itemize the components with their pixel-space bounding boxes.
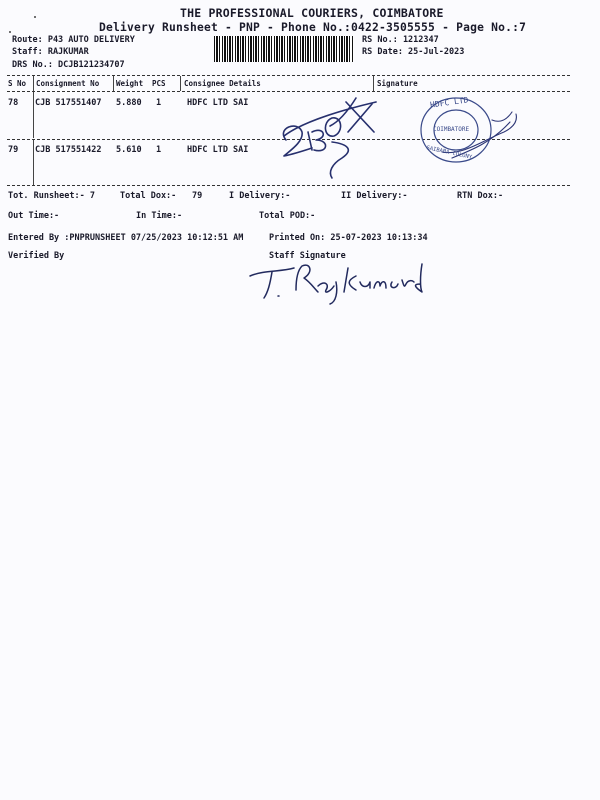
stamp-center-text: COIMBATORE	[433, 126, 470, 133]
company-title: THE PROFESSIONAL COURIERS, COIMBATORE	[180, 6, 444, 20]
row-sno: 79	[8, 145, 19, 155]
col-divider	[33, 92, 34, 138]
col-divider	[180, 76, 181, 91]
stamp-top-text: HDFC LTD	[429, 95, 469, 110]
row-weight: 5.610	[116, 145, 142, 155]
ii-delivery: II Delivery:-	[341, 191, 408, 201]
printed-on: Printed On: 25-07-2023 10:13:34	[269, 233, 428, 243]
route-label: Route: P43 AUTO DELIVERY	[12, 35, 135, 45]
drs-number: DRS No.: DCJB121234707	[12, 60, 125, 70]
row-consignee: HDFC LTD SAI	[187, 98, 249, 108]
col-divider	[33, 76, 34, 91]
verified-by: Verified By	[8, 251, 65, 261]
scan-speck	[34, 16, 36, 18]
col-sno: S No	[8, 79, 27, 88]
total-runsheet: Tot. Runsheet:- 7	[8, 191, 95, 201]
stamp-bottom-text: SAIBABA COLONY	[425, 145, 473, 161]
col-pcs: PCS	[152, 79, 166, 88]
row-pcs: 1	[156, 145, 162, 155]
col-consignment: Consignment No	[36, 79, 100, 88]
row-sno: 78	[8, 98, 19, 108]
col-divider	[33, 140, 34, 185]
rtn-dox: RTN Dox:-	[457, 191, 504, 201]
row-consignment: CJB 517551422	[35, 145, 102, 155]
col-divider	[373, 76, 374, 91]
staff-signature	[244, 258, 434, 306]
in-time: In Time:-	[136, 211, 183, 221]
barcode	[214, 36, 354, 62]
i-delivery: I Delivery:-	[229, 191, 291, 201]
rs-number: RS No.: 1212347	[362, 35, 439, 45]
runsheet-subtitle: Delivery Runsheet - PNP - Phone No.:0422-3505555 - Page No.:7	[99, 21, 527, 34]
col-signature: Signature	[377, 79, 418, 88]
row-weight: 5.880	[116, 98, 142, 108]
total-pod: Total POD:-	[259, 211, 316, 221]
staff-signature-label: Staff Signature	[269, 251, 346, 261]
table-top-rule	[7, 75, 570, 76]
out-time: Out Time:-	[8, 211, 60, 221]
handwritten-box-note	[272, 92, 392, 187]
row-pcs: 1	[156, 98, 162, 108]
rs-date: RS Date: 25-Jul-2023	[362, 47, 465, 57]
entered-by: Entered By :PNPRUNSHEET 07/25/2023 10:12:51 AM	[8, 233, 244, 243]
col-divider	[113, 76, 114, 91]
row-consignee: HDFC LTD SAI	[187, 145, 249, 155]
col-weight: Weight	[116, 79, 144, 88]
row-consignment: CJB 517551407	[35, 98, 102, 108]
total-dox-value: 79	[192, 191, 203, 201]
staff-label: Staff: RAJKUMAR	[12, 47, 89, 57]
total-dox-label: Total Dox:-	[120, 191, 177, 201]
col-consignee: Consignee Details	[184, 79, 261, 88]
scan-speck	[9, 31, 11, 33]
